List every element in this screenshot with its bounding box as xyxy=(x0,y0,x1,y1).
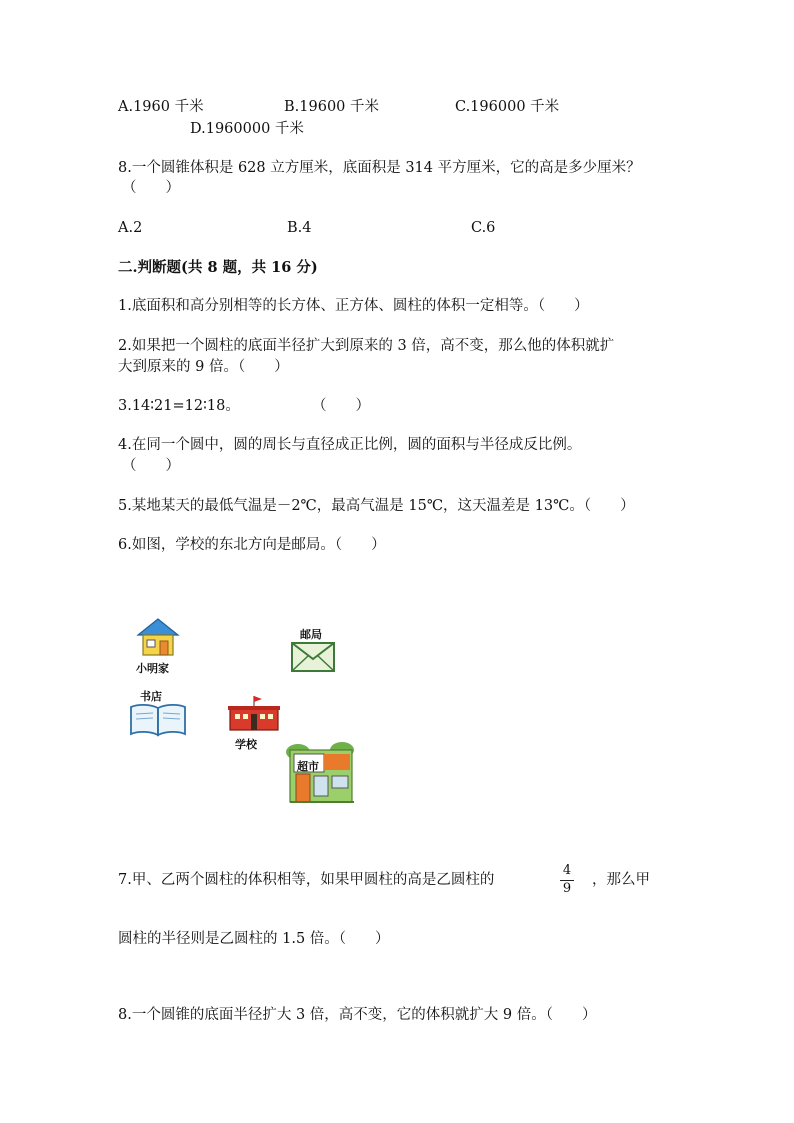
label-school: 学校 xyxy=(235,738,257,751)
judge-q2-line1: 2.如果把一个圆柱的底面半径扩大到原来的 3 倍，高不变，那么他的体积就扩 xyxy=(118,338,615,354)
section-heading: 二.判断题(共 8 题，共 16 分) xyxy=(118,259,318,276)
q8-option-a: A.2 xyxy=(118,220,143,236)
judge-q5: 5.某地某天的最低气温是－2℃，最高气温是 15℃，这天温差是 13℃。（ ） xyxy=(118,498,635,514)
judge-q4-blank: （ ） xyxy=(122,458,180,474)
judge-q2-line2: 大到原来的 9 倍。（ ） xyxy=(118,359,289,375)
book-icon xyxy=(128,702,188,738)
judge-q3: 3.14∶21=12∶18。 xyxy=(118,398,240,414)
label-market: 超市 xyxy=(297,760,319,773)
label-home: 小明家 xyxy=(136,662,169,675)
q8-option-b: B.4 xyxy=(287,220,312,236)
option-b: B.19600 千米 xyxy=(284,99,380,115)
envelope-icon xyxy=(291,642,335,672)
fraction-denominator: 9 xyxy=(562,881,572,896)
judge-q4-line1: 4.在同一个圆中，圆的周长与直径成正比例，圆的面积与半径成反比例。 xyxy=(118,437,582,453)
option-c: C.196000 千米 xyxy=(455,99,560,115)
option-a: A.1960 千米 xyxy=(118,99,204,115)
label-post: 邮局 xyxy=(300,628,322,641)
label-bookstore: 书店 xyxy=(140,690,162,703)
judge-q7-part1: 7.甲、乙两个圆柱的体积相等，如果甲圆柱的高是乙圆柱的 xyxy=(118,872,495,888)
supermarket-icon xyxy=(284,740,358,804)
judge-q8: 8.一个圆锥的底面半径扩大 3 倍，高不变，它的体积就扩大 9 倍。（ ） xyxy=(118,1007,597,1023)
fraction-numerator: 4 xyxy=(562,863,572,878)
judge-q7-line2: 圆柱的半径则是乙圆柱的 1.5 倍。（ ） xyxy=(118,931,390,947)
judge-q7-part2: ，那么甲 xyxy=(592,872,650,888)
option-d: D.1960000 千米 xyxy=(190,121,304,137)
judge-q3-blank: （ ） xyxy=(312,398,370,414)
question-8-text: 8.一个圆锥体积是 628 立方厘米，底面积是 314 平方厘米，它的高是多少厘米？ xyxy=(118,160,641,176)
school-icon xyxy=(227,694,281,734)
q8-option-c: C.6 xyxy=(471,220,496,236)
house-icon xyxy=(136,617,180,657)
judge-q1: 1.底面积和高分别相等的长方体、正方体、圆柱的体积一定相等。（ ） xyxy=(118,298,589,314)
judge-q6: 6.如图，学校的东北方向是邮局。（ ） xyxy=(118,537,386,553)
fraction-four-ninths xyxy=(560,864,574,896)
question-8-blank: （ ） xyxy=(122,180,180,196)
